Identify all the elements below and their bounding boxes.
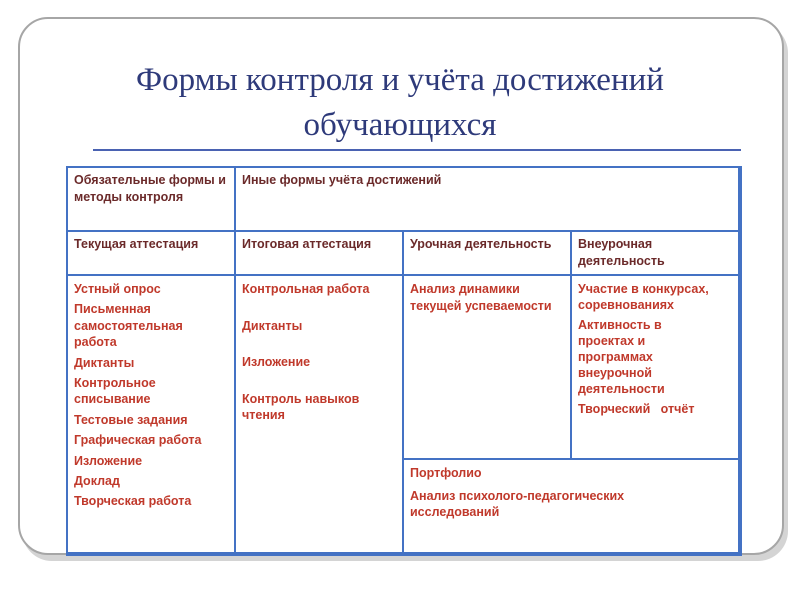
subheader-final [234, 230, 404, 276]
control-forms-table [66, 166, 740, 554]
list-item: Доклад [74, 474, 120, 489]
portfolio-title: Портфолио [410, 466, 482, 480]
extracurricular-activity-list [570, 274, 742, 460]
header-required-label: Обязательные формы и методы контроля [74, 173, 226, 204]
title-divider [93, 149, 741, 151]
list-item: Изложение [74, 453, 143, 468]
list-item: Контрольная работа [242, 282, 370, 296]
slide-title [60, 58, 740, 148]
header-other-label: Иные формы учёта достижений [242, 173, 442, 187]
list-item: Тестовые задания [74, 412, 188, 427]
subheader-extracurricular-label: Внеурочная деятельность [578, 237, 665, 268]
list-item: Участие в конкурсах, соревнованиях [578, 282, 709, 312]
list-item: Письменная самостоятельная работа [74, 302, 183, 350]
subheader-current-label: Текущая аттестация [74, 237, 199, 251]
list-item: Анализ динамики текущей успеваемости [410, 282, 552, 313]
header-other-forms [234, 166, 742, 232]
list-item: Контроль навыков чтения [242, 391, 360, 422]
list-item: Диктанты [242, 318, 303, 333]
list-item: Графическая работа [74, 433, 202, 448]
list-item: Изложение [242, 355, 311, 369]
subheader-lesson-label: Урочная деятельность [410, 237, 552, 251]
list-item: Творческая работа [74, 494, 192, 509]
subheader-lesson [402, 230, 572, 276]
final-attestation-list [234, 274, 404, 556]
list-item: Творческий отчёт [578, 402, 695, 416]
list-item: Активность в проектах и программах внеурочной деятельности [578, 318, 665, 396]
list-item: Устный опрос [74, 282, 161, 296]
list-item: Контрольное списывание [74, 376, 156, 407]
subheader-final-label: Итоговая аттестация [242, 237, 372, 251]
subheader-current [66, 230, 236, 276]
title-line-2: обучающихся [303, 107, 497, 143]
list-item: Диктанты [74, 355, 135, 370]
lesson-activity-list [402, 274, 572, 460]
title-line-1: Формы контроля и учёта достижений [136, 62, 664, 98]
subheader-extracurricular [570, 230, 742, 276]
header-required-forms [66, 166, 236, 232]
current-attestation-list [66, 274, 236, 556]
portfolio-item: Анализ психолого-педагогических исследований [410, 488, 625, 519]
portfolio-section [402, 458, 742, 556]
